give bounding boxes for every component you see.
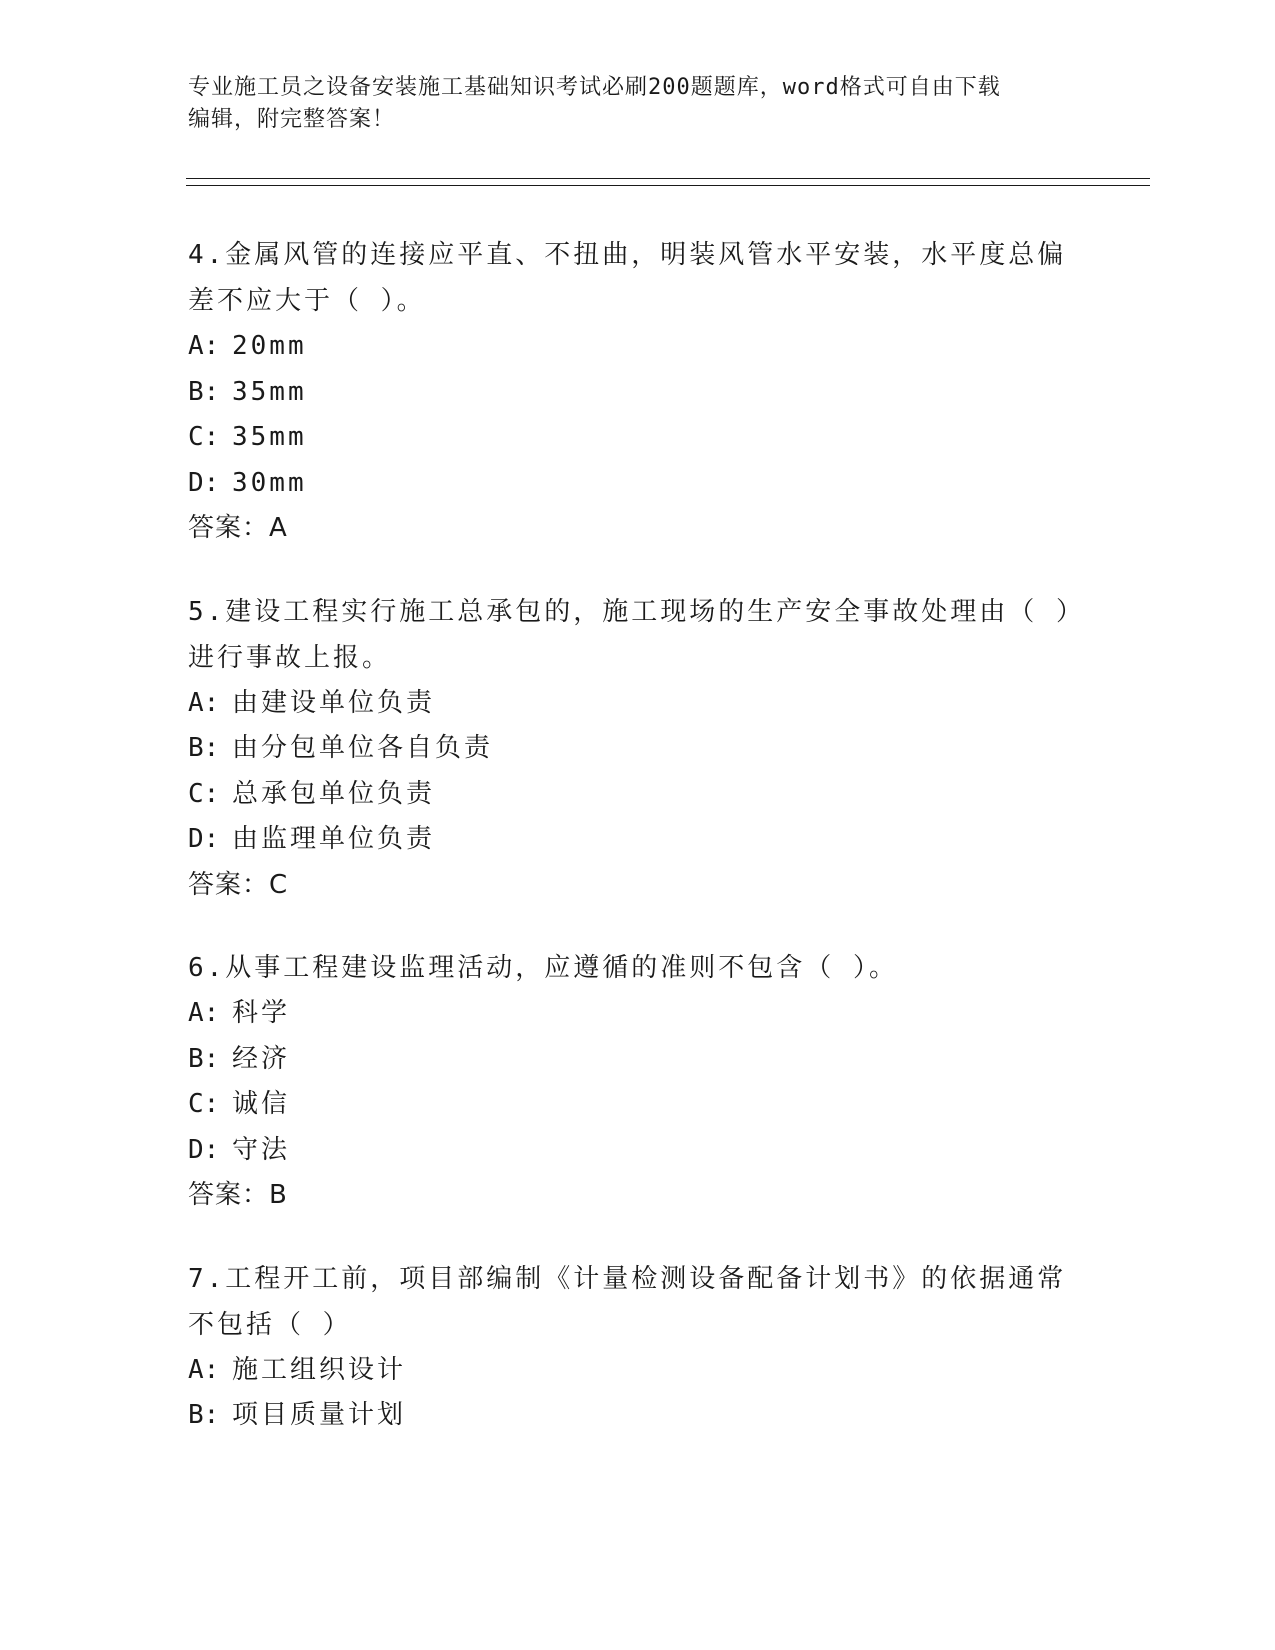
option-text: 施工组织设计 bbox=[232, 1354, 407, 1385]
option-text: 35mm bbox=[232, 422, 307, 452]
option-a bbox=[188, 1348, 1088, 1394]
option-d bbox=[188, 817, 1088, 863]
answer-label: 答案：B bbox=[188, 1180, 288, 1210]
option-b bbox=[188, 370, 1088, 416]
option-letter: B: bbox=[188, 376, 220, 407]
option-letter: D: bbox=[188, 1134, 220, 1165]
option-text: 35mm bbox=[232, 376, 307, 407]
option-b bbox=[188, 1037, 1088, 1083]
header-title-line-2: 编辑，附完整答案！ bbox=[188, 107, 396, 132]
option-d bbox=[188, 461, 1088, 507]
question-stem: 7.工程开工前，项目部编制《计量检测设备配备计划书》的依据通常 bbox=[188, 1263, 1067, 1294]
question-stem: 不包括（ ） bbox=[188, 1309, 352, 1340]
option-letter: A: bbox=[188, 1354, 220, 1385]
option-b bbox=[188, 726, 1088, 772]
option-letter: C: bbox=[188, 422, 220, 452]
option-letter: A: bbox=[188, 998, 220, 1028]
option-a bbox=[188, 991, 1088, 1037]
question-list bbox=[188, 232, 1088, 1476]
option-text: 守法 bbox=[232, 1134, 291, 1165]
option-b bbox=[188, 1393, 1088, 1439]
option-letter: A: bbox=[188, 331, 220, 361]
option-text: 由监理单位负责 bbox=[232, 824, 436, 854]
option-letter: B: bbox=[188, 733, 220, 763]
option-text: 科学 bbox=[232, 998, 291, 1028]
question-stem: 4.金属风管的连接应平直、不扭曲，明装风管水平安装，水平度总偏 bbox=[188, 240, 1067, 270]
question-stem: 进行事故上报。 bbox=[188, 642, 392, 673]
question-4 bbox=[188, 232, 1088, 552]
option-text: 20mm bbox=[232, 331, 307, 361]
option-text: 由建设单位负责 bbox=[232, 687, 436, 718]
option-c bbox=[188, 415, 1088, 461]
option-text: 由分包单位各自负责 bbox=[232, 733, 494, 763]
question-stem: 5.建设工程实行施工总承包的，施工现场的生产安全事故处理由（ ） bbox=[188, 596, 1085, 627]
question-6 bbox=[188, 945, 1088, 1219]
option-letter: A: bbox=[188, 687, 220, 718]
option-d bbox=[188, 1128, 1088, 1174]
option-letter: C: bbox=[188, 1089, 220, 1119]
option-letter: B: bbox=[188, 1400, 220, 1430]
option-text: 经济 bbox=[232, 1043, 291, 1074]
header-title-line-1: 专业施工员之设备安装施工基础知识考试必刷200题题库，word格式可自由下载 bbox=[188, 75, 1001, 100]
document-header bbox=[188, 72, 1068, 136]
question-7 bbox=[188, 1256, 1088, 1439]
option-letter: D: bbox=[188, 467, 220, 498]
option-text: 30mm bbox=[232, 467, 307, 498]
option-letter: B: bbox=[188, 1043, 220, 1074]
option-c bbox=[188, 1082, 1088, 1128]
question-stem: 差不应大于（ ）。 bbox=[188, 286, 426, 316]
question-5 bbox=[188, 589, 1088, 909]
option-text: 项目质量计划 bbox=[232, 1400, 407, 1430]
answer-label: 答案：C bbox=[188, 869, 289, 900]
option-letter: C: bbox=[188, 778, 220, 809]
header-double-rule bbox=[186, 178, 1150, 186]
option-letter: D: bbox=[188, 824, 220, 854]
question-stem: 6.从事工程建设监理活动，应遵循的准则不包含（ ）。 bbox=[188, 953, 898, 983]
option-text: 诚信 bbox=[232, 1089, 291, 1119]
option-a bbox=[188, 324, 1088, 370]
option-text: 总承包单位负责 bbox=[232, 778, 436, 809]
option-c bbox=[188, 772, 1088, 818]
answer-label: 答案：A bbox=[188, 513, 288, 543]
option-a bbox=[188, 681, 1088, 727]
